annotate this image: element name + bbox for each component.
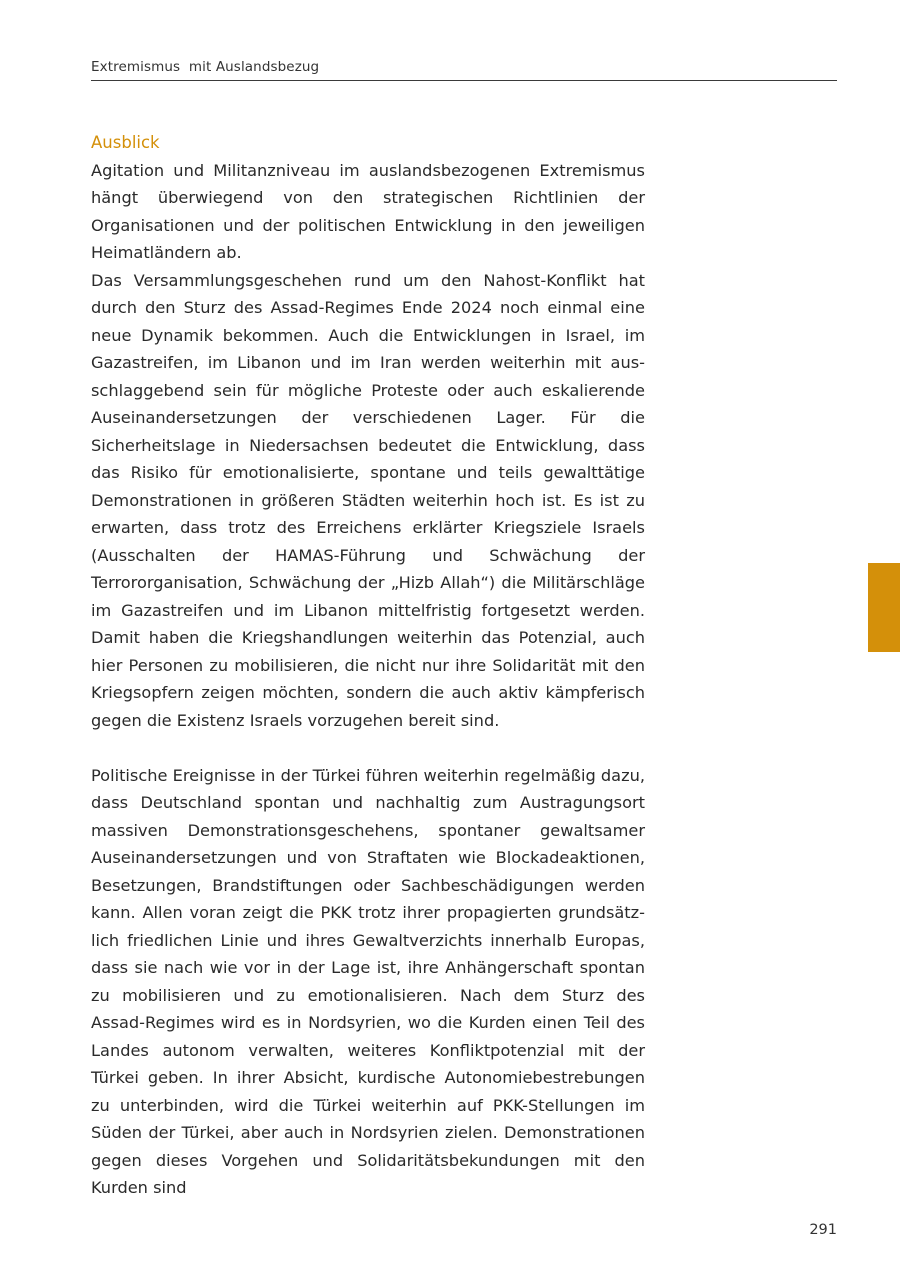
running-header-title: Extremismus mit Auslandsbezug [91, 59, 320, 75]
paragraph-intro: Agitation und Militanzniveau im auslandsbezogenen Extremismus hängt überwiegend von den strategischen Richtlinien der Organisationen und der politischen Entwicklung in den jeweiligen Heimatländern ab. [91, 160, 645, 262]
main-content [91, 129, 645, 1202]
page-number: 291 [809, 1222, 837, 1238]
section-heading: Ausblick [91, 133, 160, 152]
paragraph-tuerkei: Politische Ereignisse in der Türkei führen weiterhin regelmäßig dazu, dass Deutschland spontan und nachhaltig zum Austragungsort massiven Demonstrationsgeschehens, spontaner gewaltsamer Auseinandersetzungen und von Straftaten wie Blockadeaktionen, Besetzungen, Brandstiftungen oder Sachbeschädigungen werden kann. Allen voran zeigt die PKK trotz ihrer propagierten grundsätzlich friedlichen Linie und ihres Gewaltverzichts innerhalb Europas, dass sie nach wie vor in der Lage ist, ihre Anhängerschaft spontan zu mobilisieren und zu emotionalisieren. Nach dem Sturz des Assad-Regimes wird es in Nordsyrien, wo die Kurden einen Teil des Landes autonom verwalten, weiteres Konfliktpotenzial mit der Türkei geben. In ihrer Absicht, kurdische Autonomiebestrebungen zu unterbinden, wird die Türkei weiterhin auf PKK-Stellungen im Süden der Türkei, aber auch in Nordsyrien zielen. Demonstrationen gegen dieses Vorgehen und Solidaritätsbekundungen mit den Kurden sind [91, 765, 645, 1197]
paragraph-nahost: Das Versammlungsgeschehen rund um den Nahost-Konflikt hat durch den Sturz des Assad-Regimes Ende 2024 noch einmal eine neue Dynamik bekommen. Auch die Entwicklungen in Israel, im Gazastreifen, im Libanon und im Iran werden weiterhin mit ausschlaggebend sein für mögliche Proteste oder auch eskalierende Auseinandersetzungen der verschiedenen Lager. Für die Sicherheitslage in Niedersachsen bedeutet die Entwicklung, dass das Risiko für emotionalisierte, spontane und teils gewalttätige Demonstrationen in größeren Städten weiterhin hoch ist. Es ist zu erwarten, dass trotz des Erreichens erklärter Kriegsziele Israels (Ausschalten der HAMAS-Führung und Schwächung der Terrororganisation, Schwächung der „Hizb Allah“) die Militärschläge im Gazastreifen und im Libanon mittelfristig fortgesetzt werden. Damit haben die Kriegshandlungen weiterhin das Potenzial, auch hier Personen zu mobilisieren, die nicht nur ihre Solidarität mit den Kriegsopfern zeigen möchten, sondern die auch aktiv kämpferisch gegen die Existenz Israels vorzugehen bereit sind. [91, 270, 645, 730]
chapter-tab-marker [868, 563, 900, 652]
running-header [91, 58, 837, 81]
